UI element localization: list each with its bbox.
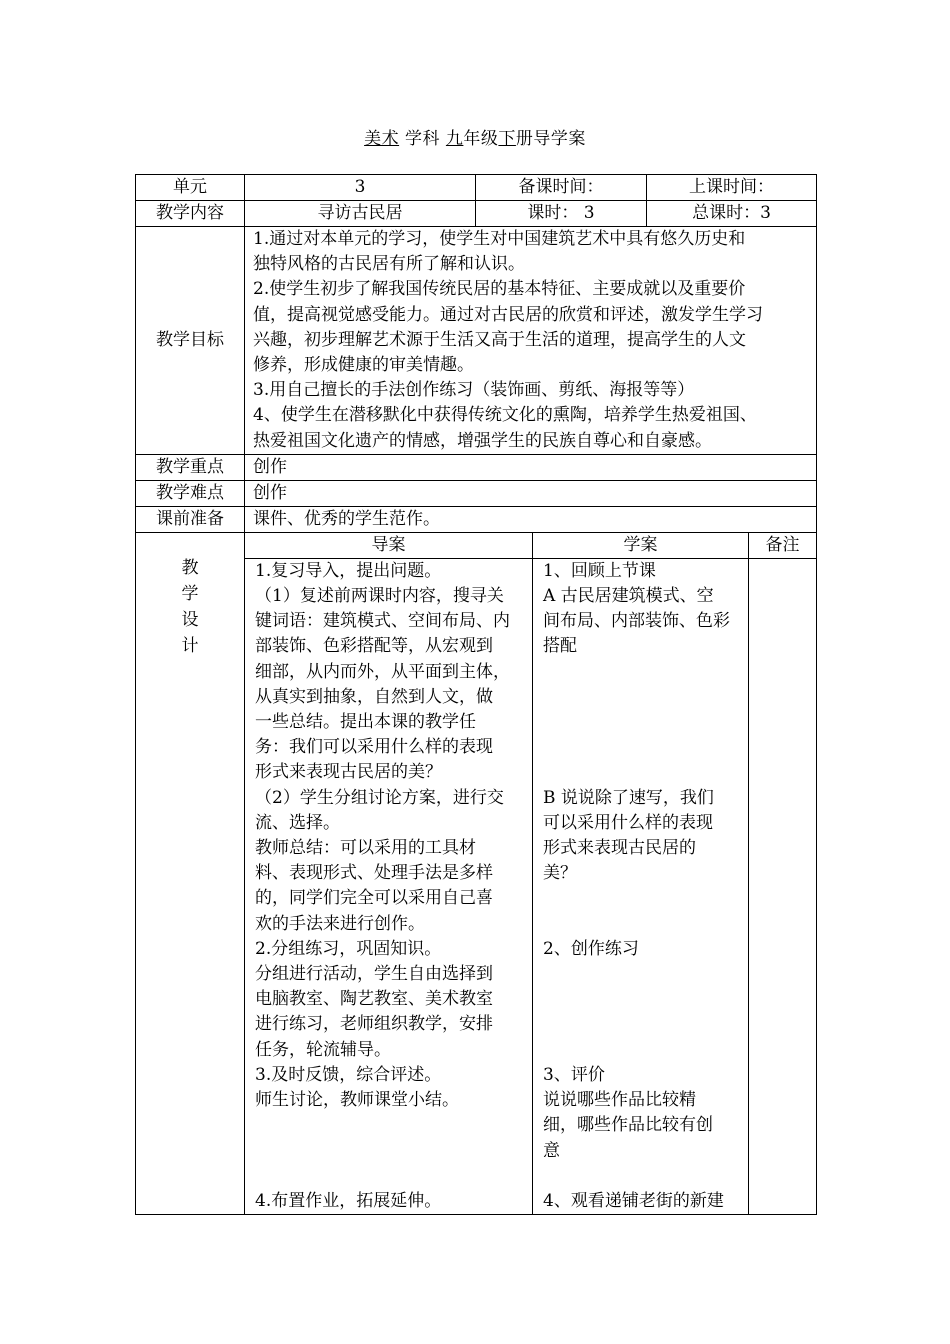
guide-line: 从真实到抽象，自然到人文，做 [255,686,493,707]
study-line [543,1038,738,1063]
study-line: 细，哪些作品比较有创 [543,1115,713,1136]
design-label-char: 计 [181,635,199,656]
study-line [543,760,738,785]
period-label: 课时： 3 [476,201,647,227]
notes-column-header: 备注 [749,532,817,558]
study-line: B 说说除了速写，我们 [543,787,714,808]
study-line: 说说哪些作品比较精 [543,1090,696,1111]
content-label: 教学内容 [136,201,245,227]
guide-line: 欢的手法来进行创作。 [255,913,425,934]
lesson-plan-table [135,174,817,1215]
design-label-char: 设 [181,609,199,630]
design-label-char: 学 [181,583,199,604]
objective-line: 1.通过对本单元的学习，使学生对中国建筑艺术中具有悠久历史和 [253,229,746,249]
study-line [543,1164,738,1189]
guide-line: 3.及时反馈，综合评述。 [255,1064,442,1085]
class-time-label: 上课时间： [647,175,817,201]
guide-line: 键词语：建筑模式、空间布局、内 [255,611,510,632]
guide-line: 1.复习导入，提出问题。 [255,560,442,581]
guide-line: 料、表现形式、处理手法是多样 [255,863,493,884]
guide-line: 分组进行活动，学生自由选择到 [255,964,493,985]
volume-blank: 下 [498,129,516,149]
study-line [543,1012,738,1037]
objective-line: 3.用自己擅长的手法创作练习（装饰画、剪纸、海报等等） [253,380,695,401]
guide-line [255,1164,522,1189]
guide-line: 务：我们可以采用什么样的表现 [255,737,493,758]
guide-line: 电脑教室、陶艺教室、美术教室 [255,989,493,1010]
study-line [543,710,738,735]
guide-line [255,1139,522,1164]
row-difficulty [136,480,817,506]
study-line: 美？ [543,863,577,884]
row-key-point [136,454,817,480]
study-line: A 古民居建筑模式、空 [543,586,714,607]
subject-suffix: 学科 [399,129,446,149]
grade-blank: 九 [445,129,464,149]
difficulty-label: 教学难点 [136,480,245,506]
study-line: 形式来表现古民居的 [543,838,696,859]
study-line [543,660,738,685]
study-line: 可以采用什么样的表现 [543,812,713,833]
objective-line: 4、使学生在潜移默化中获得传统文化的熏陶，培养学生热爱祖国、 [253,405,757,426]
guide-line: 的，同学们完全可以采用自己喜 [255,888,493,909]
row-objectives [136,227,817,455]
guide-line: 4.布置作业，拓展延伸。 [255,1190,442,1211]
study-column-header: 学案 [533,532,749,558]
guide-column-header: 导案 [245,532,533,558]
objectives-content [245,227,817,455]
guide-line: 流、选择。 [255,812,340,833]
row-content [136,201,817,227]
content-value: 寻访古民居 [245,201,476,227]
grade-suffix: 年级 [463,129,499,149]
row-unit [136,175,817,201]
study-line [543,912,738,937]
guide-line [255,1113,522,1138]
objectives-label: 教学目标 [136,227,245,455]
study-line [543,962,738,987]
guide-line: 师生讨论，教师课堂小结。 [255,1090,459,1111]
unit-value: 3 [245,175,476,201]
study-column [533,558,749,1214]
total-period-label: 总课时：3 [647,201,817,227]
design-label-char: 教 [181,557,199,578]
study-line: 3、评价 [543,1064,605,1085]
study-line [543,886,738,911]
prep-time-label: 备课时间： [476,175,647,201]
design-label [136,532,245,1214]
objective-line: 兴趣，初步理解艺术源于生活又高于生活的道理，提高学生的人文 [253,329,746,350]
guide-line: （2）学生分组讨论方案，进行交 [255,787,504,808]
guide-line: 教师总结：可以采用的工具材 [255,838,476,859]
objective-line: 修养，形成健康的审美情趣。 [253,355,474,376]
objective-line: 2.使学生初步了解我国传统民居的基本特征、主要成就以及重要价 [253,279,746,300]
study-line: 搭配 [543,636,577,657]
difficulty-value: 创作 [245,480,817,506]
guide-line: 进行练习，老师组织教学，安排 [255,1014,493,1035]
study-line [543,735,738,760]
guide-line: 任务，轮流辅导。 [255,1039,391,1060]
study-line: 2、创作练习 [543,938,639,959]
unit-label: 单元 [136,175,245,201]
study-line: 间布局、内部装饰、色彩 [543,611,730,632]
key-point-label: 教学重点 [136,454,245,480]
study-line [543,987,738,1012]
subject-blank: 美术 [364,129,400,149]
objective-line: 热爱祖国文化遗产的情感，增强学生的民族自尊心和自豪感。 [253,430,712,451]
objective-line: 值，提高视觉感受能力。通过对古民居的欣赏和评述，激发学生学习 [253,304,763,325]
guide-column [245,558,533,1214]
preparation-value: 课件、优秀的学生范作。 [245,506,817,532]
study-line [543,685,738,710]
key-point-value: 创作 [245,454,817,480]
guide-line: 2.分组练习，巩固知识。 [255,938,442,959]
row-design-header [136,532,817,558]
preparation-label: 课前准备 [136,506,245,532]
notes-column [749,558,817,1214]
volume-suffix: 册导学案 [515,129,586,149]
row-preparation [136,506,817,532]
guide-line: 一些总结。提出本课的教学任 [255,712,476,733]
guide-line: 细部，从内而外，从平面到主体， [255,661,510,682]
guide-line: 部装饰、色彩搭配等，从宏观到 [255,636,493,657]
study-line: 4、观看递铺老街的新建 [543,1190,724,1211]
page-title [0,124,950,149]
guide-line: （1）复述前两课时内容，搜寻关 [255,586,504,607]
study-line: 1、回顾上节课 [543,560,656,581]
study-line: 意 [543,1140,560,1161]
guide-line: 形式来表现古民居的美？ [255,762,442,783]
objective-line: 独特风格的古民居有所了解和认识。 [253,254,525,275]
